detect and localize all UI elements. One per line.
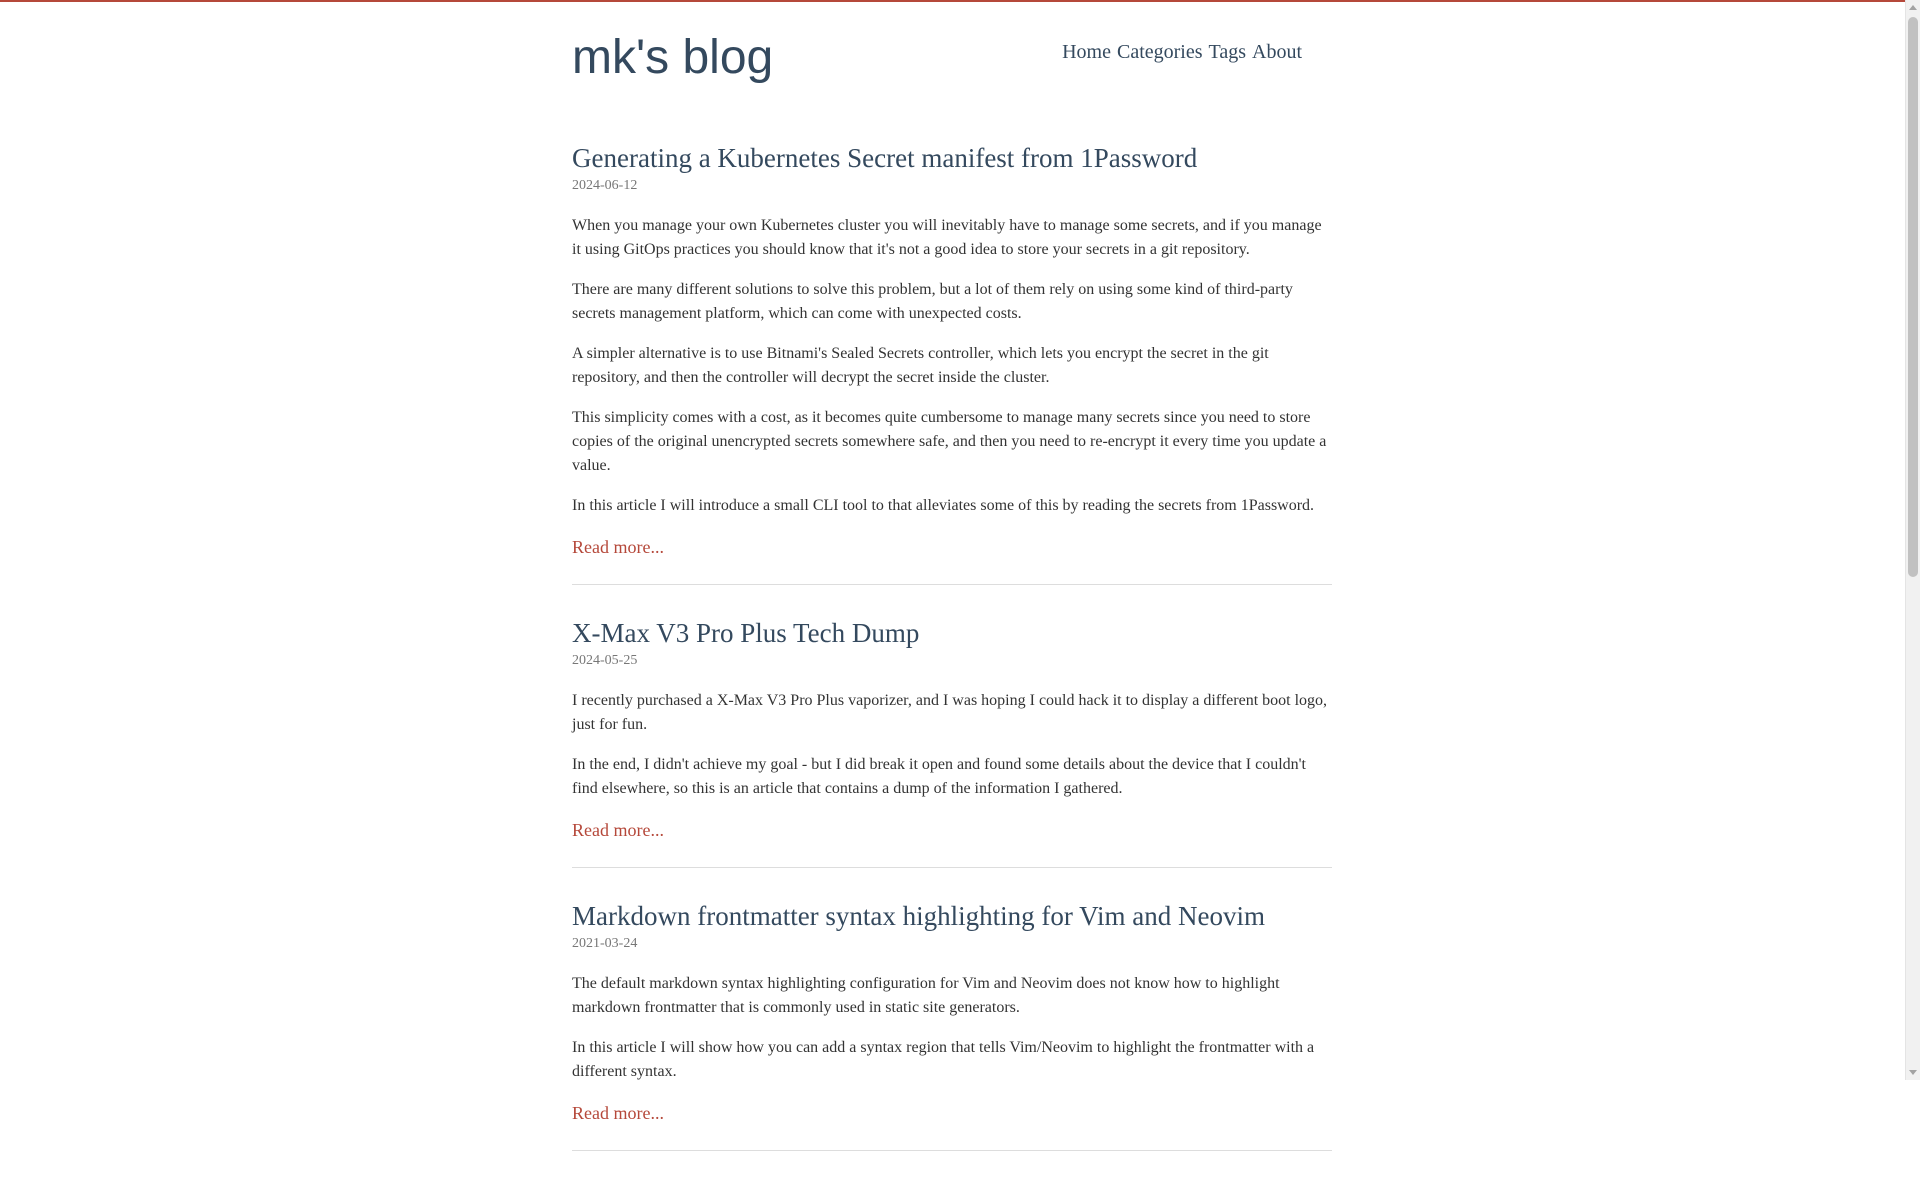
read-more-link[interactable]: Read more...: [572, 537, 664, 557]
nav-categories-link[interactable]: Categories: [1116, 41, 1203, 63]
excerpt-paragraph: In this article I will introduce a small CLI tool to that alleviates some of this by reading the secrets from 1Password.: [572, 497, 1315, 514]
post-excerpt: [572, 972, 1332, 1084]
post-excerpt: [572, 214, 1332, 518]
post-list: [572, 140, 1332, 1151]
read-more-link[interactable]: Read more...: [572, 820, 664, 840]
post-title-link[interactable]: X-Max V3 Pro Plus Tech Dump: [572, 618, 920, 648]
excerpt-paragraph: This simplicity comes with a cost, as it becomes quite cumbersome to manage many secrets since you need to store copies of the original unencrypted secrets somewhere safe, and then you need to re-encrypt it every time you update a value.: [572, 409, 1327, 474]
post-excerpt: [572, 689, 1332, 801]
post-date: 2021-03-24: [572, 936, 638, 951]
nav-tags-link[interactable]: Tags: [1208, 41, 1246, 63]
excerpt-paragraph: There are many different solutions to solve this problem, but a lot of them rely on using some kind of third-party secrets management platform, which can come with unexpected costs.: [572, 281, 1293, 322]
post-item: [572, 898, 1332, 1151]
post-title-link[interactable]: Markdown frontmatter syntax highlighting for Vim and Neovim: [572, 901, 1266, 931]
post-item: [572, 615, 1332, 868]
nav-about-link[interactable]: About: [1252, 41, 1302, 63]
excerpt-paragraph: I recently purchased a X-Max V3 Pro Plus vaporizer, and I was hoping I could hack it to display a different boot logo, just for fun.: [572, 692, 1328, 733]
excerpt-paragraph: The default markdown syntax highlighting configuration for Vim and Neovim does not know how to highlight markdown frontmatter that is commonly used in static site generators.: [572, 975, 1280, 1016]
post-item: [572, 140, 1332, 585]
excerpt-paragraph: In the end, I didn't achieve my goal - but I did break it open and found some details about the device that I couldn't find elsewhere, so this is an article that contains a dump of the information I gathered.: [572, 756, 1306, 797]
post-title: [572, 898, 1332, 934]
read-more-link[interactable]: Read more...: [572, 1103, 664, 1123]
excerpt-paragraph: In this article I will show how you can add a syntax region that tells Vim/Neovim to highlight the frontmatter with a different syntax.: [572, 1039, 1315, 1080]
main-nav: [1061, 38, 1302, 66]
scroll-up-arrow-icon[interactable]: [1909, 5, 1917, 10]
post-title: [572, 615, 1332, 651]
excerpt-paragraph: A simpler alternative is to use Bitnami's Sealed Secrets controller, which lets you encrypt the secret in the git repository, and then the controller will decrypt the secret inside the cluster.: [572, 345, 1269, 386]
scrollbar-thumb[interactable]: [1908, 17, 1918, 577]
scroll-down-arrow-icon[interactable]: [1909, 1070, 1917, 1075]
site-header: [572, 0, 1332, 120]
page-container: [572, 0, 1332, 1181]
post-title-link[interactable]: Generating a Kubernetes Secret manifest from 1Password: [572, 143, 1198, 173]
post-date: 2024-06-12: [572, 178, 638, 193]
excerpt-paragraph: When you manage your own Kubernetes cluster you will inevitably have to manage some secrets, and if you manage it using GitOps practices you should know that it's not a good idea to store your secrets in a git repository.: [572, 217, 1322, 258]
post-date: 2024-05-25: [572, 653, 638, 668]
site-title-link[interactable]: mk's blog: [572, 31, 774, 84]
vertical-scrollbar[interactable]: [1905, 0, 1920, 1080]
nav-home-link[interactable]: Home: [1062, 41, 1111, 63]
post-title: [572, 140, 1332, 176]
